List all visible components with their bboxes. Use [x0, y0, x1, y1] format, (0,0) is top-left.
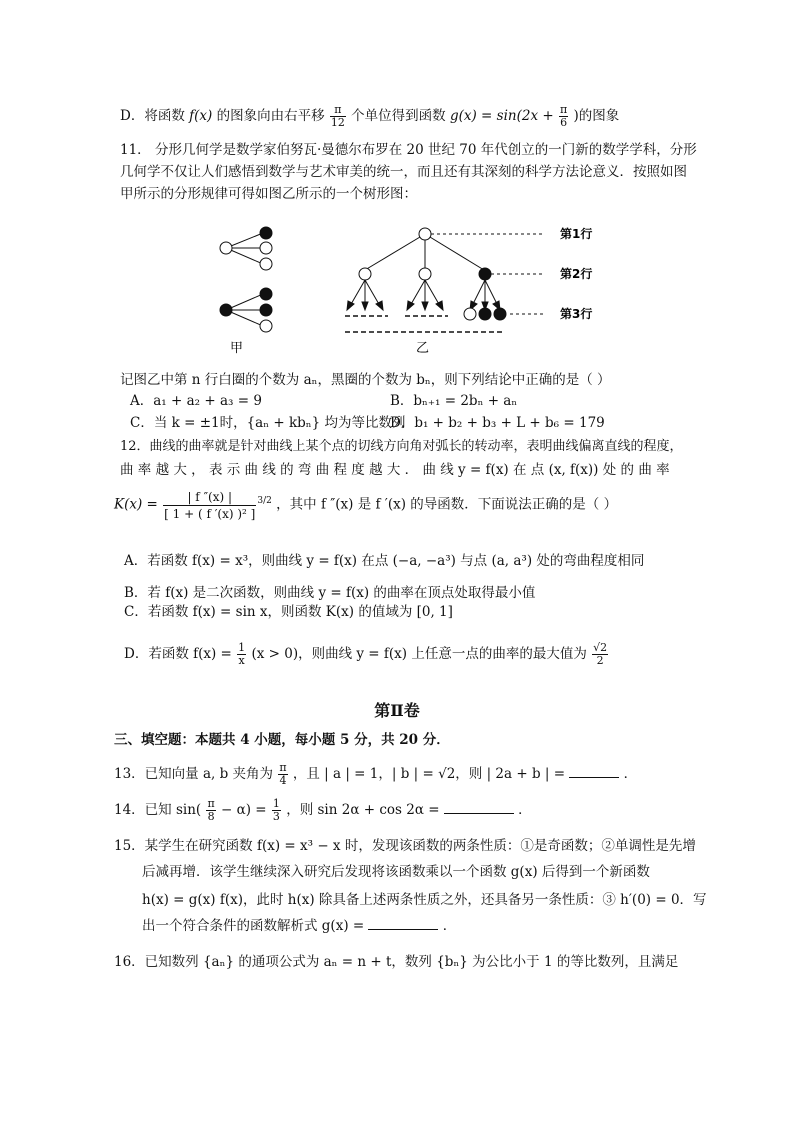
figure-label-b: 乙	[416, 341, 430, 356]
fraction-pi-8: $\frac{\pi}{8}$	[207, 797, 215, 823]
part-two-title: 第Ⅱ卷	[374, 701, 420, 720]
fraction-1-x: $\frac{1}{x}$	[238, 641, 246, 667]
q14-answer-blank[interactable]	[444, 813, 514, 814]
q12-line1: 12．曲线的曲率就是针对曲线上某个点的切线方向角对弧长的转动率，表明曲线偏离直线的程度，	[120, 439, 683, 454]
fraction-pi-4: $\frac{\pi}{4}$	[279, 761, 287, 787]
q15-line4: 出一个符合条件的函数解析式 g(x) = ．	[142, 918, 457, 934]
q11-option-b: B．bₙ₊₁ = 2bₙ + aₙ	[390, 393, 518, 409]
q11-line2: 几何学不仅让人们感悟到数学与艺术审美的统一，而且还有其深刻的科学方法论意义．按照如图	[120, 164, 687, 180]
q15-line2: 后减再增．该学生继续深入研究后发现将该函数乘以一个函数 g(x) 后得到一个新函数	[142, 864, 650, 880]
figure-a-top	[220, 227, 272, 270]
q15-line3: h(x) = g(x) f(x)，此时 h(x) 除具备上述两条性质之外，还具备另一条性质：③ h′(0) = 0．写	[142, 892, 707, 908]
q13-answer-blank[interactable]	[569, 777, 619, 778]
q11-option-a: A．a₁ + a₂ + a₃ = 9	[130, 393, 262, 409]
fraction-sqrt2-2: $\frac{√2}{2}$	[593, 641, 608, 667]
row-label-2: 第2行	[560, 267, 593, 281]
row-label-1: 第1行	[560, 227, 593, 241]
q12-curvature-formula: K(x) = $\frac{| f ''(x) |}{\text{[ 1 + ( f ′(x) )² ]}}$ $^{3/2}$ ，其中 f ″(x) 是 f ′(x) 的导函数．下面说法正确的是（ ）	[114, 489, 618, 521]
q14: 14．已知 sin( $\frac{\pi}{8}$ − α) = $\frac{1}{3}$ ，则 sin 2α + cos 2α = ．	[114, 797, 532, 823]
q16-line1: 16．已知数列 {aₙ} 的通项公式为 aₙ = n + t，数列 {bₙ} 为公比小于 1 的等比数列，且满足	[114, 954, 679, 970]
fraction-1-3: $\frac{1}{3}$	[272, 797, 280, 823]
section-three-heading: 三、填空题：本题共 4 小题，每小题 5 分，共 20 分．	[114, 732, 450, 748]
curvature-fraction: $\frac{| f ''(x) |}{\text{[ 1 + ( f ′(x) )² ]}}$	[164, 489, 256, 521]
q15-line1: 15．某学生在研究函数 f(x) = x³ − x 时，发现该函数的两条性质：①是奇函数；②单调性是先增	[114, 838, 696, 854]
figure-a-bottom	[220, 288, 272, 332]
q12-option-d: D．若函数 f(x) = $\frac{1}{x}$ (x > 0)，则曲线 y = f(x) 上任意一点的曲率的最大值为 $\frac{√2}{2}$	[124, 641, 608, 667]
q11-option-c: C．当 k = ±1时，{aₙ + kbₙ} 均为等比数列	[130, 415, 406, 431]
q11-line1: 11． 分形几何学是数学家伯努瓦·曼德尔布罗在 20 世纪 70 年代创立的一门新的数学学科，分形	[120, 142, 697, 158]
fraction-pi-6: $\frac{\pi}{6}$	[559, 103, 568, 129]
row-label-3: 第3行	[560, 307, 593, 321]
q11-line3: 甲所示的分形规律可得如图乙所示的一个树形图：	[120, 186, 417, 202]
figure-b-tree	[345, 228, 545, 332]
q12-option-c: C．若函数 f(x) = sin x，则函数 K(x) 的值域为 [0, 1]	[124, 604, 453, 620]
q11-option-d: D．b₁ + b₂ + b₃ + L + b₆ = 179	[390, 415, 605, 431]
q12-option-a: A．若函数 f(x) = x³，则曲线 y = f(x) 在点 (−a, −a³) 与点 (a, a³) 处的弯曲程度相同	[124, 553, 645, 569]
figure-label-a: 甲	[230, 341, 244, 356]
q12-line2: 曲 率 越 大 ， 表 示 曲 线 的 弯 曲 程 度 越 大 ． 曲 线 y = f(x) 在 点 (x, f(x)) 处 的 曲 率	[120, 462, 670, 478]
fraction-pi-12: $\frac{\pi}{12}$	[330, 103, 345, 129]
fractal-tree-figure	[200, 212, 620, 362]
q10-option-d: D．将函数 f(x) 的图象向由右平移 $\frac{\pi}{12}$ 个单位得到函数 g(x) = sin(2x + $\frac{\pi}{6}$ )的图象	[120, 103, 620, 129]
q12-option-b: B．若 f(x) 是二次函数，则曲线 y = f(x) 的曲率在顶点处取得最小值	[124, 585, 536, 601]
q15-answer-blank[interactable]	[368, 929, 438, 930]
q11-stem: 记图乙中第 n 行白圈的个数为 aₙ，黑圈的个数为 bₙ，则下列结论中正确的是（ ）	[120, 372, 611, 388]
q13: 13．已知向量 a, b 夹角为 $\frac{\pi}{4}$ ，且 | a | = 1，| b | = √2，则 | 2a + b | = ．	[114, 761, 638, 787]
